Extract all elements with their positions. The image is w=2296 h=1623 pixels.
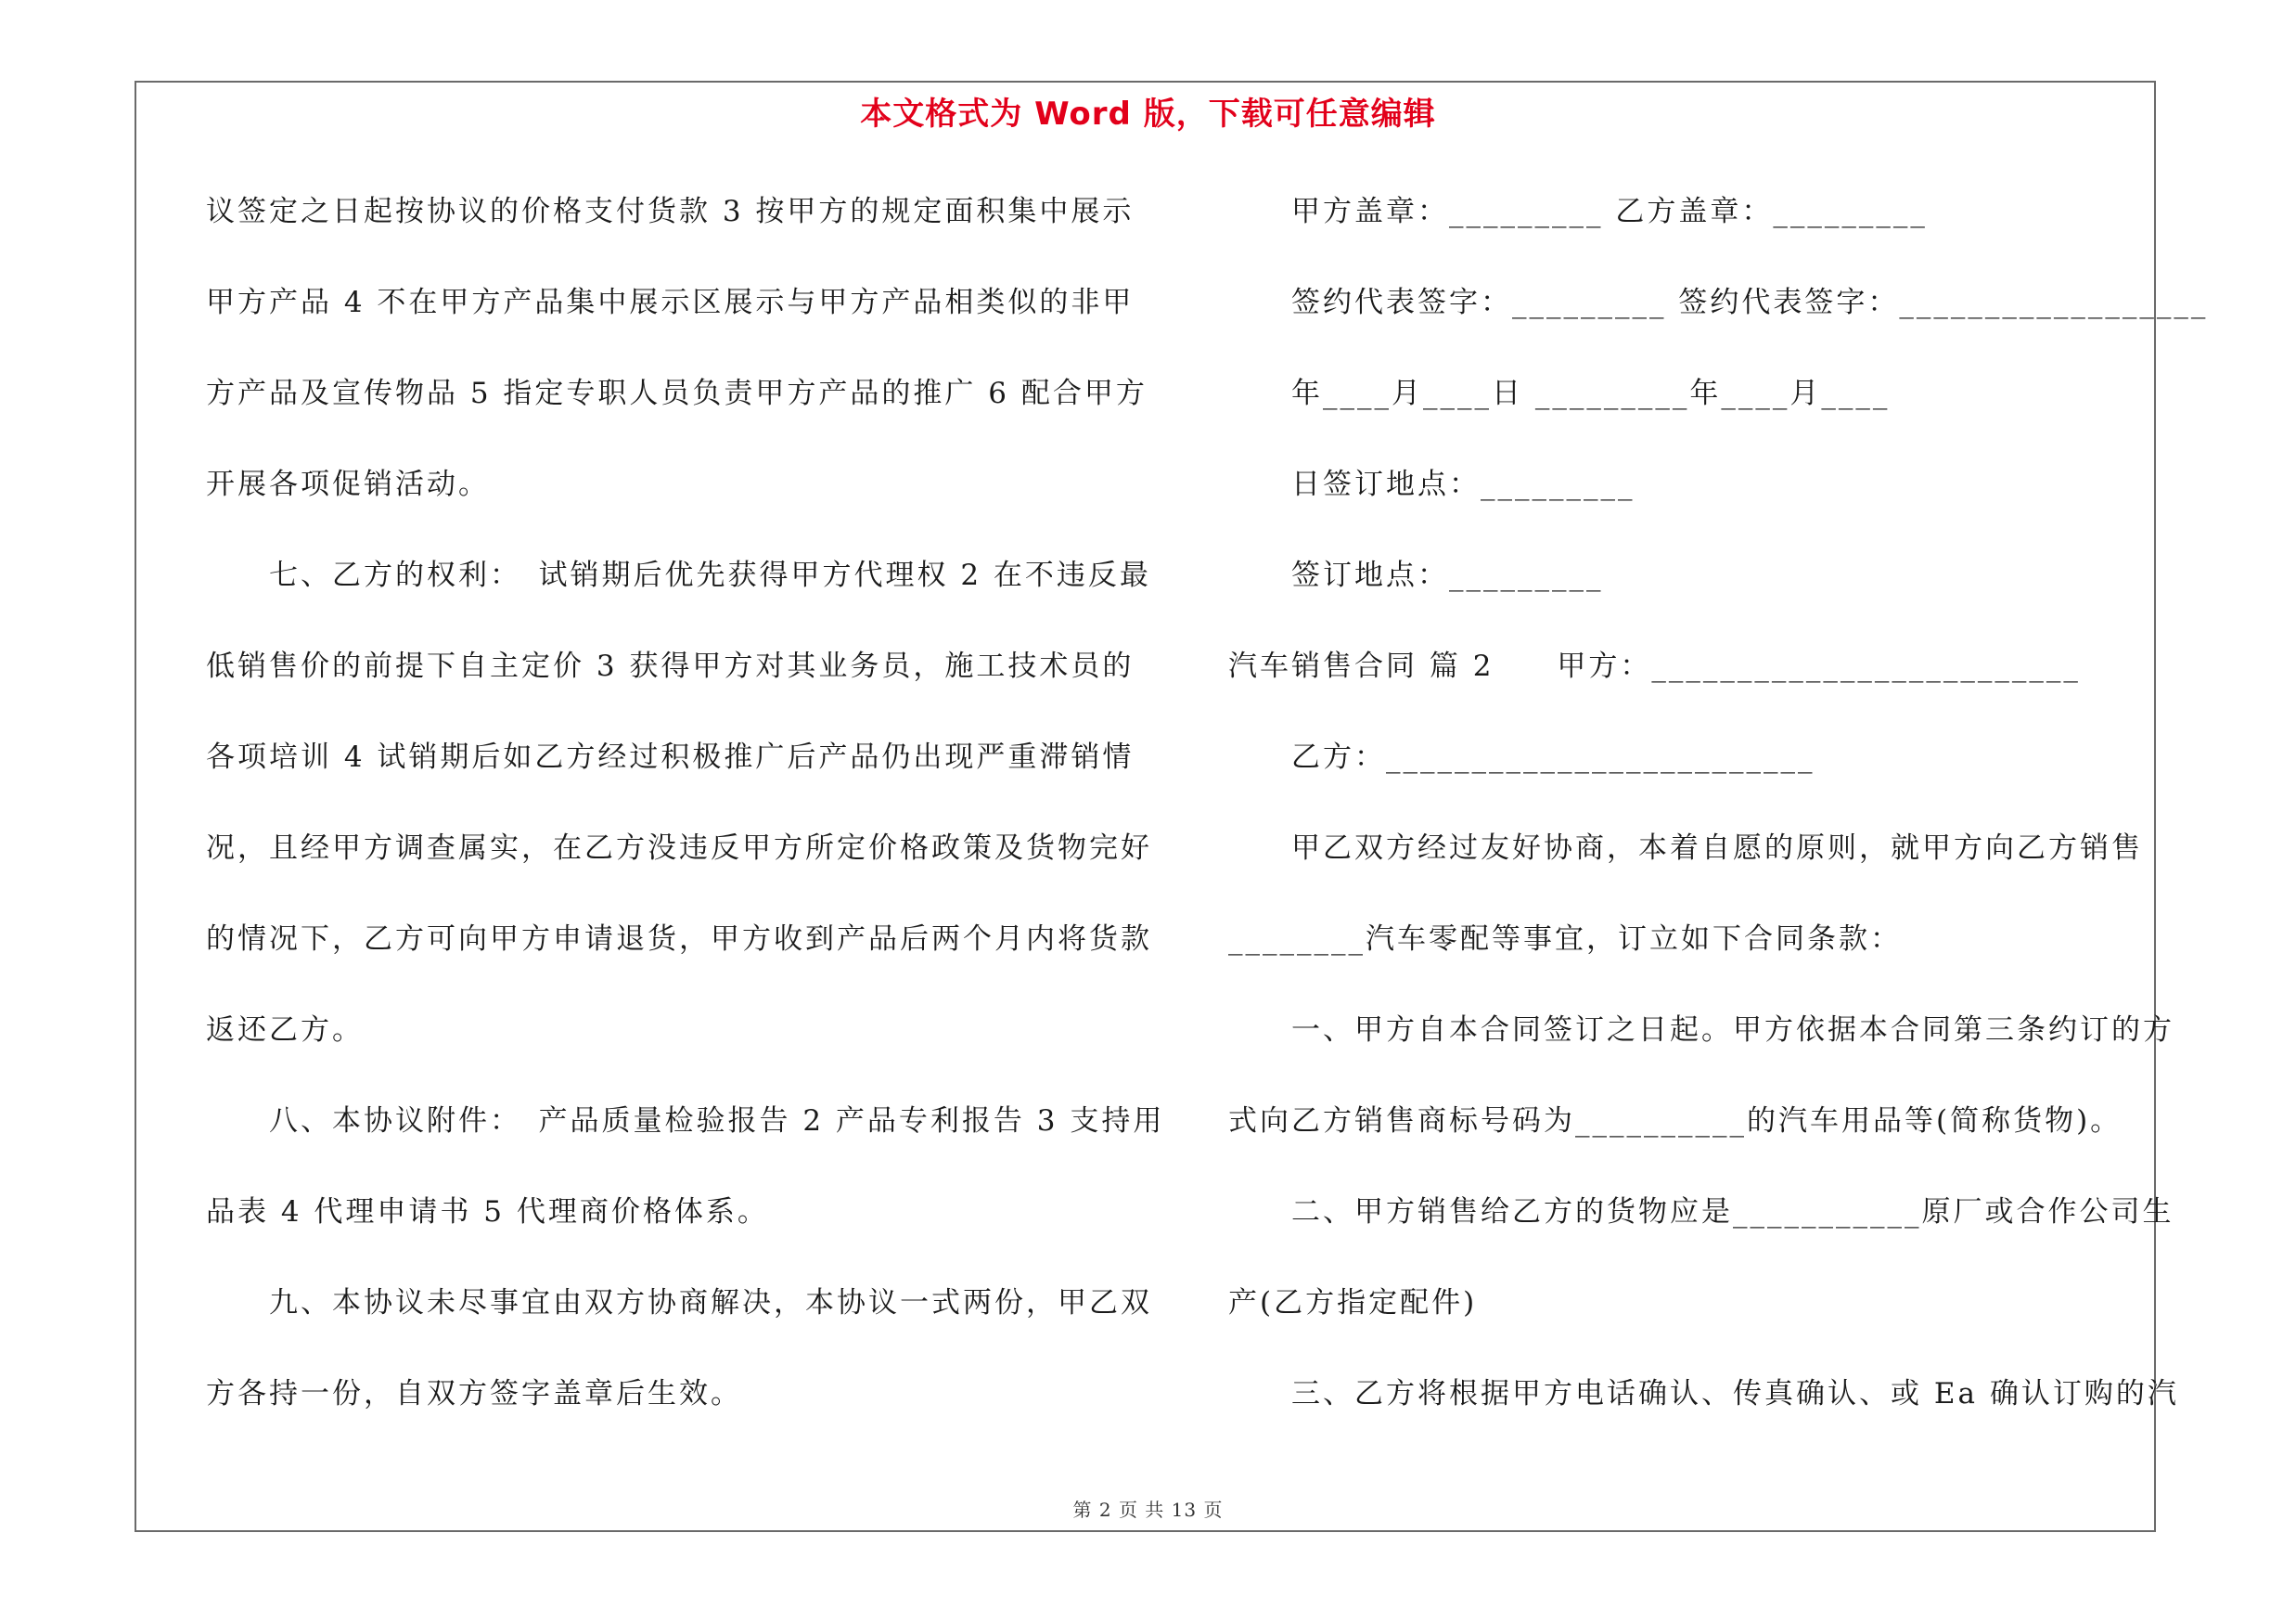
text-line: 签约代表签字：_________ 签约代表签字：__________________ xyxy=(1228,286,2209,319)
text-line: 年____月____日 _________年____月____ xyxy=(1228,377,1891,410)
text-line: 式向乙方销售商标号码为__________的汽车用品等(简称货物)。 xyxy=(1228,1104,2123,1138)
text-line: 签订地点：_________ xyxy=(1228,559,1604,592)
text-line: 议签定之日起按协议的价格支付货款 3 按甲方的规定面积集中展示 xyxy=(206,195,1135,228)
text-line: 汽车销售合同 篇 2 甲方：_________________________ xyxy=(1228,650,2081,683)
text-line: 况，且经甲方调查属实，在乙方没违反甲方所定价格政策及货物完好 xyxy=(206,831,1152,865)
text-line: ________汽车零配等事宜，订立如下合同条款： xyxy=(1228,922,1902,956)
text-line: 方各持一份，自双方签字盖章后生效。 xyxy=(206,1377,742,1410)
text-line: 产(乙方指定配件) xyxy=(1228,1286,1478,1320)
text-line: 八、本协议附件： 产品质量检验报告 2 产品专利报告 3 支持用 xyxy=(206,1104,1165,1138)
text-line: 品表 4 代理申请书 5 代理商价格体系。 xyxy=(206,1195,769,1229)
text-line: 开展各项促销活动。 xyxy=(206,468,490,501)
text-line: 三、乙方将根据甲方电话确认、传真确认、或 Ea 确认订购的汽 xyxy=(1228,1377,2179,1410)
text-line: 一、甲方自本合同签订之日起。甲方依据本合同第三条约订的方 xyxy=(1228,1013,2174,1047)
text-line: 方产品及宣传物品 5 指定专职人员负责甲方产品的推广 6 配合甲方 xyxy=(206,377,1148,410)
text-line: 九、本协议未尽事宜由双方协商解决，本协议一式两份，甲乙双 xyxy=(206,1286,1152,1320)
text-line: 七、乙方的权利： 试销期后优先获得甲方代理权 2 在不违反最 xyxy=(206,559,1151,592)
right-text-column xyxy=(1228,184,2209,1457)
text-line: 低销售价的前提下自主定价 3 获得甲方对其业务员，施工技术员的 xyxy=(206,650,1135,683)
text-line: 的情况下，乙方可向甲方申请退货，甲方收到产品后两个月内将货款 xyxy=(206,922,1152,956)
text-line: 返还乙方。 xyxy=(206,1013,364,1047)
text-line: 日签订地点：_________ xyxy=(1228,468,1635,501)
text-line: 各项培训 4 试销期后如乙方经过积极推广后产品仍出现严重滞销情 xyxy=(206,741,1135,774)
word-format-banner: 本文格式为 Word 版，下载可任意编辑 xyxy=(860,96,1436,133)
text-line: 甲乙双方经过友好协商，本着自愿的原则，就甲方向乙方销售 xyxy=(1228,831,2143,865)
text-line: 乙方：_________________________ xyxy=(1228,741,1815,774)
text-line: 甲方盖章：_________ 乙方盖章：_________ xyxy=(1228,195,1928,228)
text-line: 甲方产品 4 不在甲方产品集中展示区展示与甲方产品相类似的非甲 xyxy=(206,286,1135,319)
left-text-column xyxy=(206,184,1165,1457)
text-line: 二、甲方销售给乙方的货物应是___________原厂或合作公司生 xyxy=(1228,1195,2174,1229)
page-number-footer: 第 2 页 共 13 页 xyxy=(1072,1499,1224,1521)
